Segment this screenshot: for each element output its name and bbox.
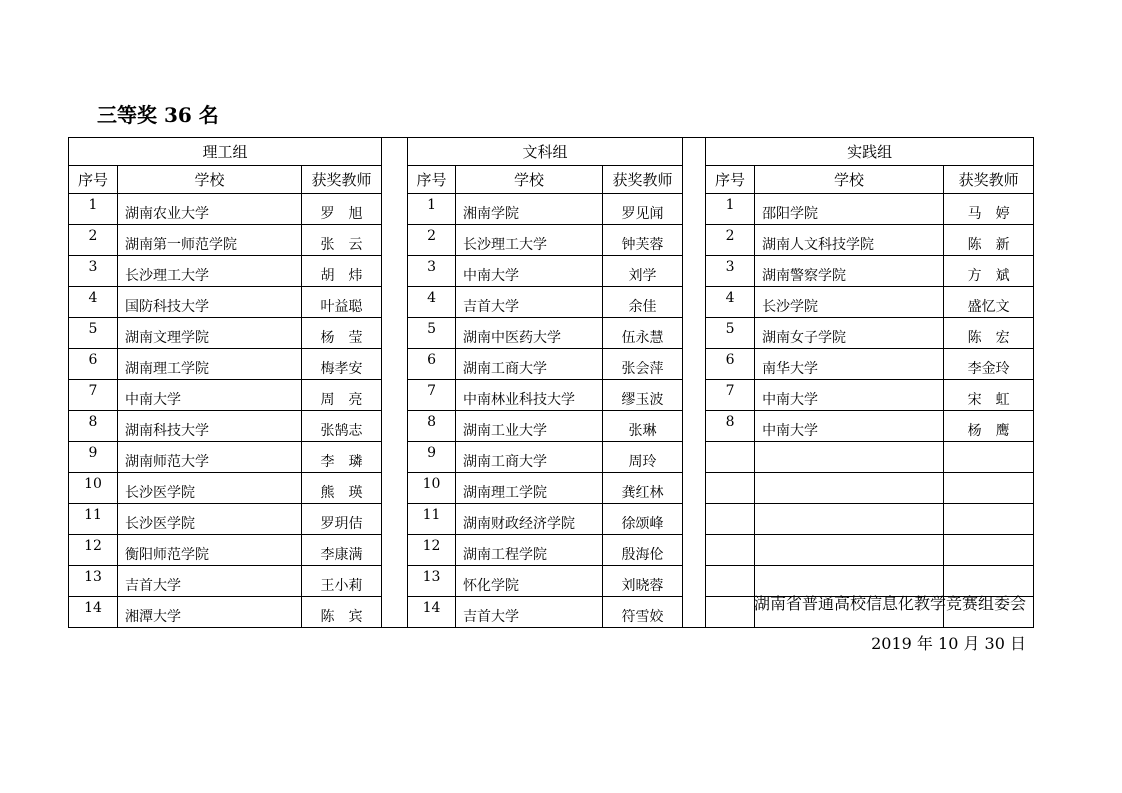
- column-gap: [382, 194, 408, 225]
- row-index: 8: [408, 411, 456, 442]
- column-gap: [683, 473, 706, 504]
- row-index: 14: [408, 597, 456, 628]
- school-name: 湖南工程学院: [456, 535, 603, 566]
- column-gap: [683, 349, 706, 380]
- column-gap: [382, 287, 408, 318]
- school-name: [755, 535, 944, 566]
- school-name: 中南大学: [755, 380, 944, 411]
- teacher-name: 熊 瑛: [302, 473, 382, 504]
- row-index: [706, 566, 755, 597]
- table-row: [69, 566, 1034, 597]
- column-gap: [382, 138, 408, 166]
- row-index: 4: [408, 287, 456, 318]
- school-name: [755, 566, 944, 597]
- row-index: 7: [69, 380, 118, 411]
- teacher-name: 盛忆文: [944, 287, 1034, 318]
- school-name: 长沙理工大学: [456, 225, 603, 256]
- school-name: 湖南女子学院: [755, 318, 944, 349]
- teacher-name: 符雪姣: [603, 597, 683, 628]
- row-index: 12: [408, 535, 456, 566]
- column-gap: [382, 256, 408, 287]
- column-gap: [683, 138, 706, 166]
- row-index: 11: [69, 504, 118, 535]
- teacher-name: 缪玉波: [603, 380, 683, 411]
- row-index: 4: [706, 287, 755, 318]
- teacher-name: 张 云: [302, 225, 382, 256]
- teacher-name: 张鹄志: [302, 411, 382, 442]
- teacher-name: 周玲: [603, 442, 683, 473]
- header-teacher: 获奖教师: [944, 166, 1034, 194]
- table-row: [69, 318, 1034, 349]
- table-row: [69, 535, 1034, 566]
- teacher-name: 刘学: [603, 256, 683, 287]
- column-gap: [683, 411, 706, 442]
- school-name: 湘潭大学: [118, 597, 302, 628]
- school-name: [755, 504, 944, 535]
- row-index: 9: [408, 442, 456, 473]
- row-index: 11: [408, 504, 456, 535]
- teacher-name: 陈 宾: [302, 597, 382, 628]
- column-gap: [683, 256, 706, 287]
- teacher-name: 李康满: [302, 535, 382, 566]
- header-index: 序号: [706, 166, 755, 194]
- column-gap: [382, 166, 408, 194]
- table-row: [69, 442, 1034, 473]
- table-row: [69, 225, 1034, 256]
- row-index: 9: [69, 442, 118, 473]
- column-header-row: [69, 166, 1034, 194]
- page-title: 三等奖 36 名: [97, 103, 219, 127]
- column-gap: [683, 287, 706, 318]
- school-name: 衡阳师范学院: [118, 535, 302, 566]
- row-index: 6: [408, 349, 456, 380]
- school-name: 吉首大学: [456, 597, 603, 628]
- school-name: 湖南师范大学: [118, 442, 302, 473]
- row-index: 1: [706, 194, 755, 225]
- row-index: 3: [69, 256, 118, 287]
- school-name: 湖南人文科技学院: [755, 225, 944, 256]
- table-row: [69, 287, 1034, 318]
- teacher-name: 胡 炜: [302, 256, 382, 287]
- teacher-name: 龚红林: [603, 473, 683, 504]
- school-name: [755, 473, 944, 504]
- column-gap: [382, 535, 408, 566]
- teacher-name: [944, 535, 1034, 566]
- school-name: 湖南文理学院: [118, 318, 302, 349]
- teacher-name: 杨 莹: [302, 318, 382, 349]
- column-gap: [382, 504, 408, 535]
- teacher-name: 杨 鹰: [944, 411, 1034, 442]
- column-gap: [683, 318, 706, 349]
- teacher-name: 余佳: [603, 287, 683, 318]
- teacher-name: [944, 504, 1034, 535]
- column-gap: [683, 442, 706, 473]
- teacher-name: 钟芙蓉: [603, 225, 683, 256]
- school-name: 国防科技大学: [118, 287, 302, 318]
- school-name: 湖南工商大学: [456, 442, 603, 473]
- row-index: 3: [706, 256, 755, 287]
- issue-date: 2019 年 10 月 30 日: [871, 634, 1026, 653]
- school-name: 湘南学院: [456, 194, 603, 225]
- row-index: 10: [69, 473, 118, 504]
- teacher-name: 李金玲: [944, 349, 1034, 380]
- row-index: 6: [69, 349, 118, 380]
- row-index: 4: [69, 287, 118, 318]
- teacher-name: 罗 旭: [302, 194, 382, 225]
- row-index: 12: [69, 535, 118, 566]
- teacher-name: 徐颂峰: [603, 504, 683, 535]
- school-name: 湖南农业大学: [118, 194, 302, 225]
- teacher-name: 张琳: [603, 411, 683, 442]
- teacher-name: [944, 473, 1034, 504]
- column-gap: [683, 380, 706, 411]
- group-header-row: [69, 138, 1034, 166]
- teacher-name: 李 璘: [302, 442, 382, 473]
- school-name: 湖南理工学院: [456, 473, 603, 504]
- header-teacher: 获奖教师: [603, 166, 683, 194]
- header-school: 学校: [118, 166, 302, 194]
- column-gap: [683, 166, 706, 194]
- teacher-name: 陈 宏: [944, 318, 1034, 349]
- column-gap: [382, 473, 408, 504]
- teacher-name: 殷海伦: [603, 535, 683, 566]
- column-gap: [382, 349, 408, 380]
- row-index: 13: [408, 566, 456, 597]
- row-index: 10: [408, 473, 456, 504]
- row-index: 5: [69, 318, 118, 349]
- teacher-name: 叶益聪: [302, 287, 382, 318]
- row-index: 8: [706, 411, 755, 442]
- school-name: 南华大学: [755, 349, 944, 380]
- column-gap: [683, 566, 706, 597]
- school-name: 长沙理工大学: [118, 256, 302, 287]
- row-index: [706, 442, 755, 473]
- school-name: 长沙医学院: [118, 504, 302, 535]
- group-title-arts: 文科组: [408, 138, 683, 166]
- row-index: 1: [69, 194, 118, 225]
- table-row: [69, 380, 1034, 411]
- header-school: 学校: [456, 166, 603, 194]
- column-gap: [382, 442, 408, 473]
- school-name: 中南大学: [755, 411, 944, 442]
- teacher-name: [944, 442, 1034, 473]
- row-index: [706, 535, 755, 566]
- teacher-name: 宋 虹: [944, 380, 1034, 411]
- column-gap: [683, 535, 706, 566]
- table-row: [69, 349, 1034, 380]
- school-name: 湖南工商大学: [456, 349, 603, 380]
- table-row: [69, 504, 1034, 535]
- teacher-name: [944, 566, 1034, 597]
- school-name: 邵阳学院: [755, 194, 944, 225]
- header-school: 学校: [755, 166, 944, 194]
- row-index: 2: [69, 225, 118, 256]
- column-gap: [382, 318, 408, 349]
- row-index: 14: [69, 597, 118, 628]
- header-index: 序号: [69, 166, 118, 194]
- school-name: 中南大学: [118, 380, 302, 411]
- row-index: 8: [69, 411, 118, 442]
- column-gap: [382, 225, 408, 256]
- column-gap: [683, 194, 706, 225]
- table-row: [69, 194, 1034, 225]
- row-index: 3: [408, 256, 456, 287]
- teacher-name: 梅孝安: [302, 349, 382, 380]
- school-name: 湖南第一师范学院: [118, 225, 302, 256]
- school-name: 中南大学: [456, 256, 603, 287]
- group-title-science: 理工组: [69, 138, 382, 166]
- school-name: 湖南理工学院: [118, 349, 302, 380]
- teacher-name: 罗玥佶: [302, 504, 382, 535]
- school-name: 湖南财政经济学院: [456, 504, 603, 535]
- school-name: 湖南工业大学: [456, 411, 603, 442]
- row-index: 1: [408, 194, 456, 225]
- column-gap: [683, 597, 706, 628]
- row-index: 2: [408, 225, 456, 256]
- column-gap: [683, 225, 706, 256]
- column-gap: [382, 380, 408, 411]
- teacher-name: 方 斌: [944, 256, 1034, 287]
- school-name: 湖南科技大学: [118, 411, 302, 442]
- school-name: 长沙学院: [755, 287, 944, 318]
- teacher-name: 陈 新: [944, 225, 1034, 256]
- row-index: 2: [706, 225, 755, 256]
- row-index: 6: [706, 349, 755, 380]
- awards-table: [68, 137, 1034, 628]
- row-index: 7: [408, 380, 456, 411]
- column-gap: [683, 504, 706, 535]
- row-index: [706, 504, 755, 535]
- table-row: [69, 411, 1034, 442]
- table-row: [69, 256, 1034, 287]
- teacher-name: 周 亮: [302, 380, 382, 411]
- organizer-signature: 湖南省普通高校信息化教学竞赛组委会: [753, 594, 1026, 613]
- row-index: 7: [706, 380, 755, 411]
- teacher-name: 王小莉: [302, 566, 382, 597]
- school-name: 吉首大学: [118, 566, 302, 597]
- row-index: 13: [69, 566, 118, 597]
- teacher-name: 张会萍: [603, 349, 683, 380]
- group-title-practice: 实践组: [706, 138, 1034, 166]
- column-gap: [382, 566, 408, 597]
- teacher-name: 罗见闻: [603, 194, 683, 225]
- row-index: 5: [706, 318, 755, 349]
- column-gap: [382, 411, 408, 442]
- school-name: 长沙医学院: [118, 473, 302, 504]
- table-row: [69, 473, 1034, 504]
- row-index: 5: [408, 318, 456, 349]
- row-index: [706, 597, 755, 628]
- teacher-name: 伍永慧: [603, 318, 683, 349]
- school-name: 中南林业科技大学: [456, 380, 603, 411]
- school-name: 吉首大学: [456, 287, 603, 318]
- school-name: 湖南警察学院: [755, 256, 944, 287]
- school-name: [755, 442, 944, 473]
- row-index: [706, 473, 755, 504]
- teacher-name: 刘晓蓉: [603, 566, 683, 597]
- school-name: 怀化学院: [456, 566, 603, 597]
- school-name: 湖南中医药大学: [456, 318, 603, 349]
- header-index: 序号: [408, 166, 456, 194]
- header-teacher: 获奖教师: [302, 166, 382, 194]
- teacher-name: 马 婷: [944, 194, 1034, 225]
- column-gap: [382, 597, 408, 628]
